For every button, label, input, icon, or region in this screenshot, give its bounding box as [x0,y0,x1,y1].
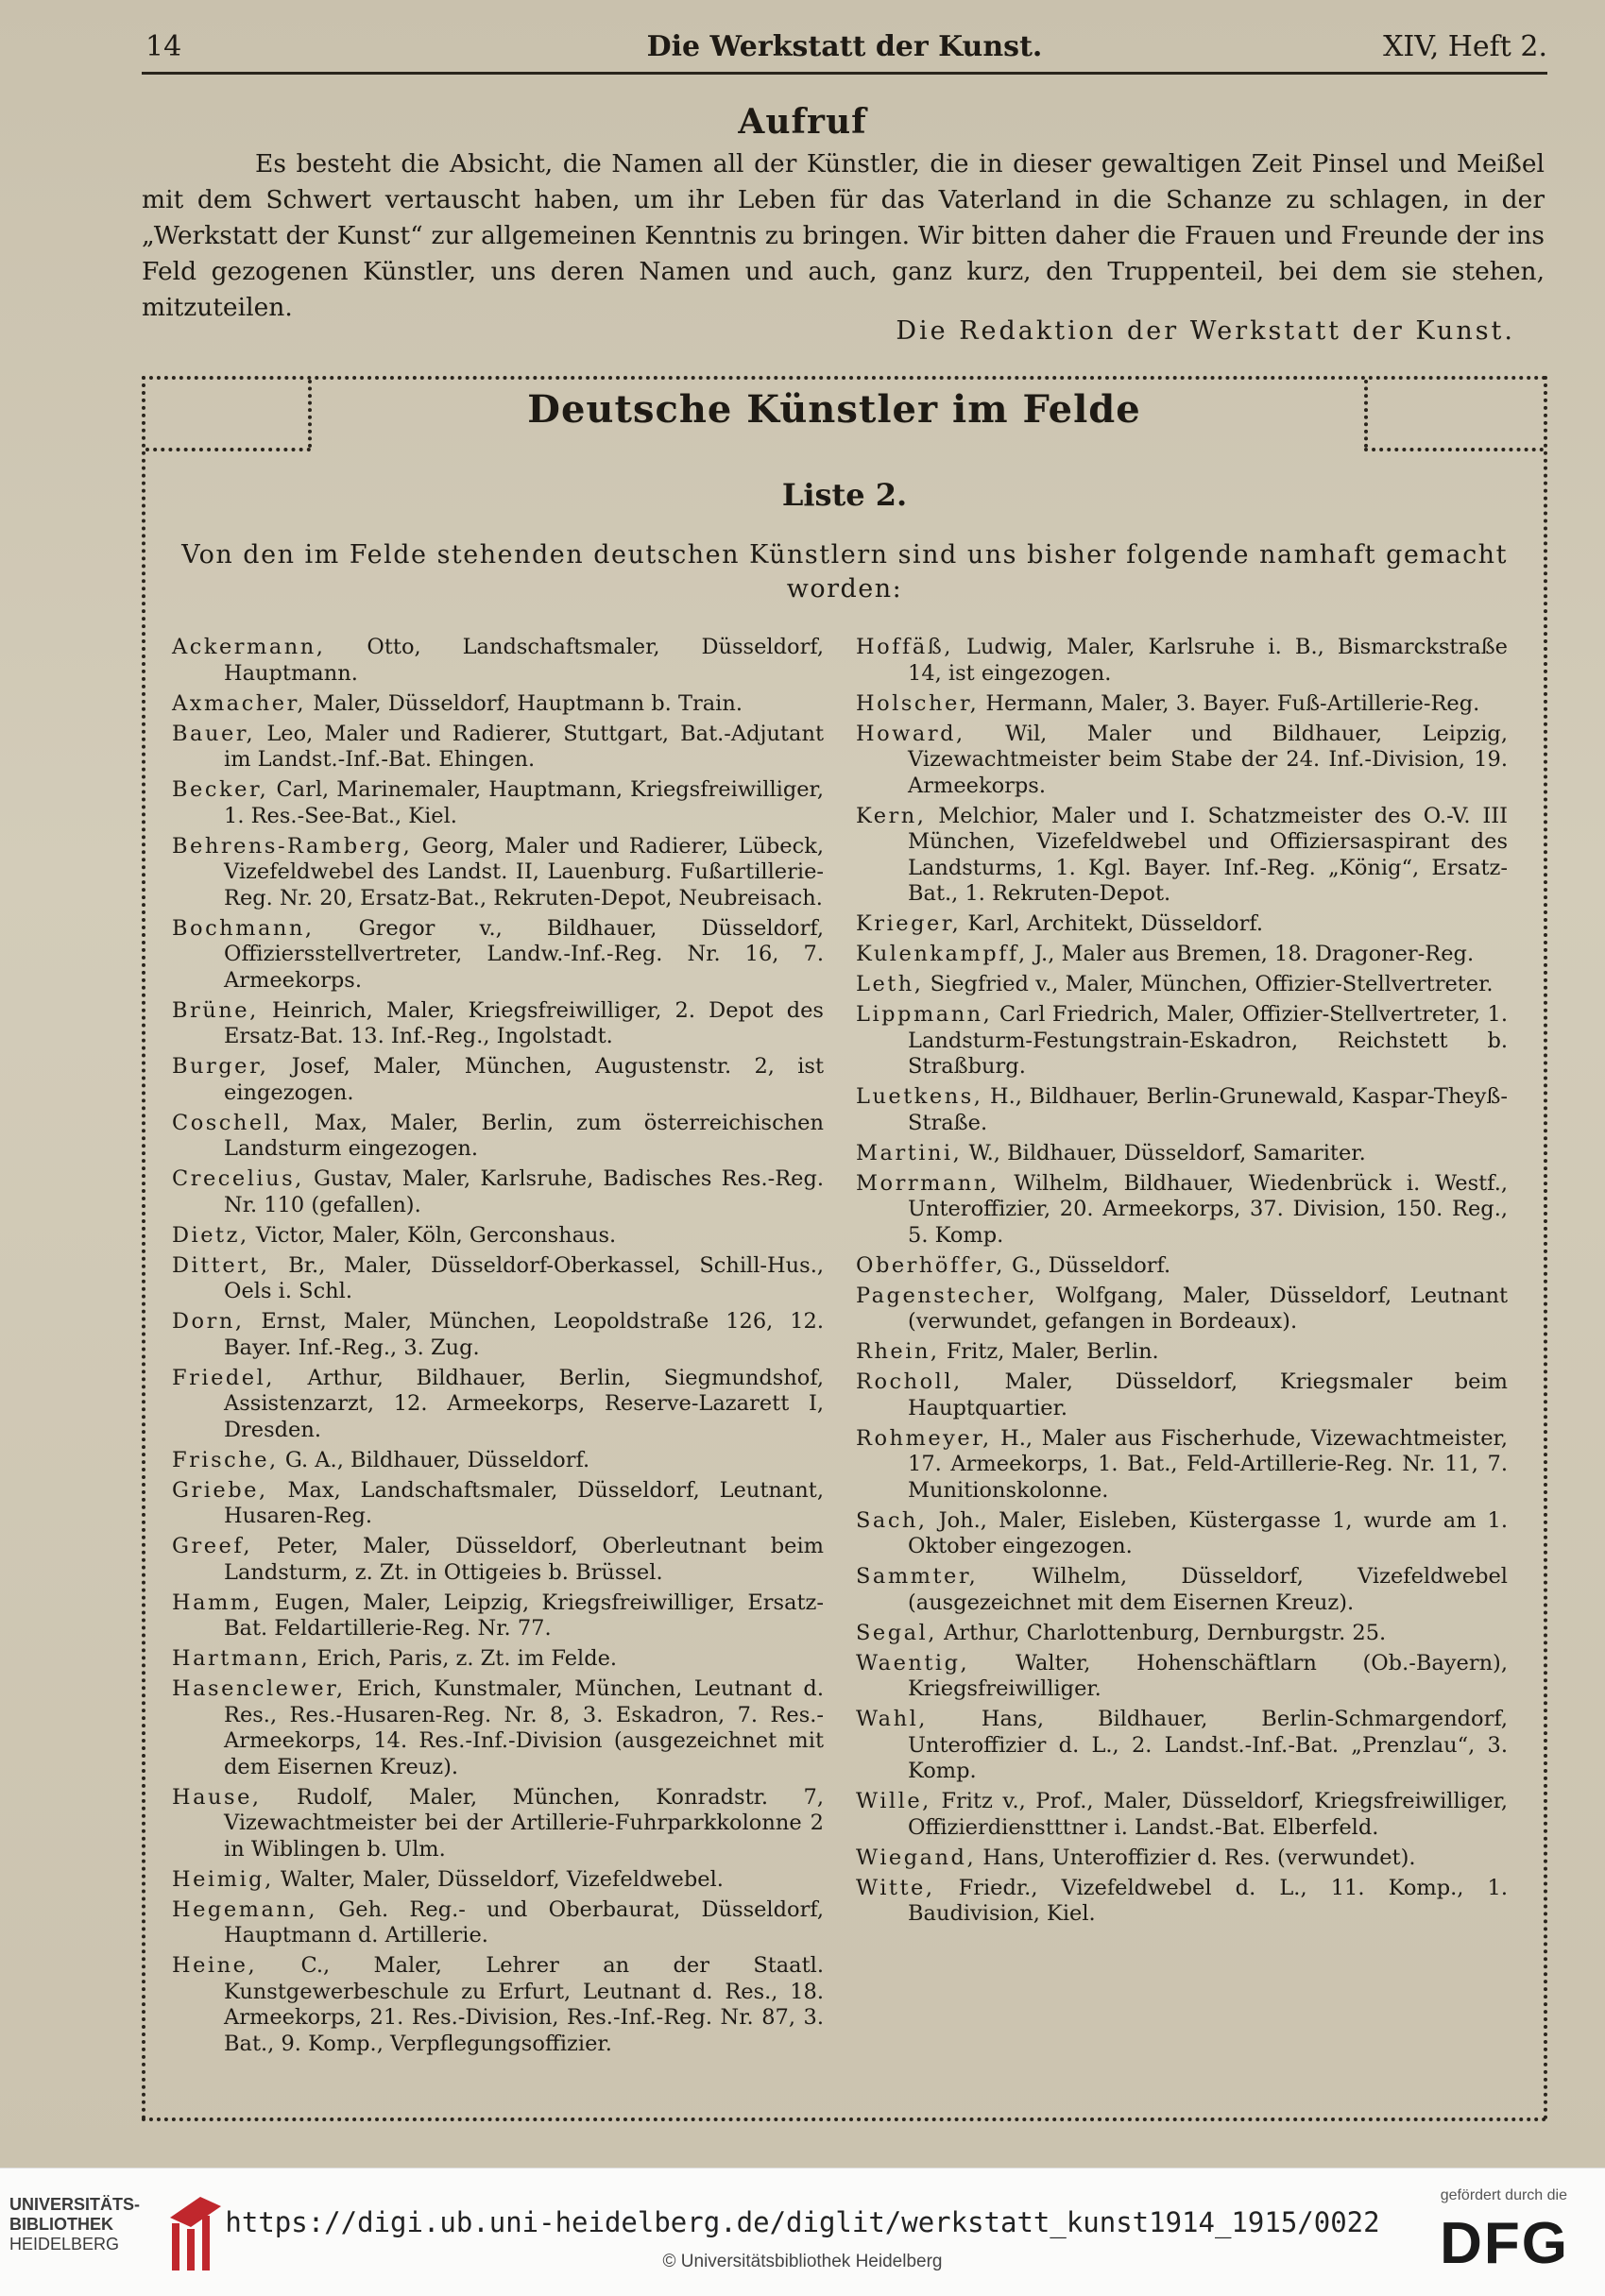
copyright-notice: © Universitätsbibliothek Heidelberg [662,2252,943,2271]
list-entry [856,1789,1508,1841]
list-entry [856,804,1508,908]
artist-name: Rohmeyer, [856,1425,992,1451]
artist-details: Eugen, Maler, Leipzig, Kriegsfreiwilliger, Ersatz-Bat. Feldartillerie-Reg. Nr. 77. [224,1590,824,1641]
list-entry [172,834,824,912]
artist-name: Oberhöffer, [856,1252,1005,1278]
artist-name: Griebe, [172,1477,268,1503]
artist-name: Dietz, [172,1222,249,1248]
list-entry [856,1141,1508,1167]
list-entry [172,1897,824,1949]
artist-name: Rhein, [856,1339,940,1364]
list-entry [856,1508,1508,1560]
list-entry [172,998,824,1050]
artist-name: Dittert, [172,1252,270,1278]
artist-details: Joh., Maler, Eisleben, Küstergasse 1, wurde am 1. Oktober eingezogen. [908,1507,1509,1558]
list-entry [856,635,1508,687]
artist-name: Wiegand, [856,1845,977,1870]
artist-details: Hans, Bildhauer, Berlin-Schmargendorf, Unteroffizier d. L., 2. Landst.-Inf.-Bat. „Prenzlau“, 3. Komp. [908,1707,1508,1783]
list-entry [172,1366,824,1444]
artist-details: Siegfried v., Maler, München, Offizier-Stellvertreter. [930,972,1494,996]
list-entry [856,1876,1508,1928]
artist-name: Krieger, [856,911,962,936]
artist-details: G., Düsseldorf. [1012,1252,1171,1278]
artist-details: Erich, Kunstmaler, München, Leutnant d. Res., Res.-Husaren-Reg. Nr. 8, 3. Eskadron, 7. Res.-Armeekorps, 14. Res.-Inf.-Division (ausgezeichnet mit dem Eisernen Kreuz). [224,1676,824,1779]
artist-details: C., Maler, Lehrer an der Staatl. Kunstgewerbeschule zu Erfurt, Leutnant d. Res., 18. Armeekorps, 21. Res.-Division, Res.-Inf.-Reg. Nr. 87, 3. Bat., 9. Komp., Verpflegungsoffizier. [224,1953,824,2056]
list-title: Liste 2. [781,477,908,513]
artist-details: J., Maler aus Bremen, 18. Dragoner-Reg. [1033,942,1475,966]
list-entry [856,1339,1508,1366]
artists-list-box [142,376,1547,2121]
aufruf-signature: Die Redaktion der Werkstatt der Kunst. [896,316,1515,346]
artist-details: H., Maler aus Fischerhude, Vizewachtmeister, 17. Armeekorps, 1. Bat., Feld-Artillerie-Reg. Nr. 11, 7. Munitionskolonne. [908,1425,1508,1503]
artist-details: Max, Landschaftsmaler, Düsseldorf, Leutnant, Husaren-Reg. [224,1477,824,1528]
artist-details: Hans, Unteroffizier d. Res. (verwundet). [982,1845,1416,1870]
list-entry [856,1845,1508,1872]
list-entry [172,1867,824,1894]
artist-name: Hegemann, [172,1896,318,1922]
artist-name: Crecelius, [172,1166,304,1191]
list-entry [172,1590,824,1642]
list-entry [856,1002,1508,1080]
artist-details: Leo, Maler und Radierer, Stuttgart, Bat.-Adjutant im Landst.-Inf.-Bat. Ehingen. [224,721,825,772]
viewer-footer [0,2168,1605,2296]
list-entry [172,1253,824,1305]
list-entry [172,722,824,774]
running-header [142,30,1547,77]
artist-name: Hasenclewer, [172,1676,346,1701]
header-rule [142,72,1547,75]
artist-name: Ackermann, [172,635,326,659]
artist-details: H., Bildhauer, Berlin-Grunewald, Kaspar-Theyß-Straße. [908,1084,1508,1135]
artist-details: Walter, Maler, Düsseldorf, Vizefeldwebel. [280,1866,724,1892]
artist-details: G. A., Bildhauer, Düsseldorf. [284,1447,590,1472]
list-entry [172,777,824,829]
list-entry [172,1534,824,1586]
artist-details: Josef, Maler, München, Augustenstr. 2, ist eingezogen. [224,1054,824,1105]
list-entry [856,1564,1508,1616]
title-frame-left [145,380,311,451]
list-entry [172,1309,824,1361]
dfg-logo[interactable]: DFG [1440,2211,1569,2276]
artist-name: Holscher, [856,690,980,716]
entries-column-left [172,635,824,2062]
aufruf-body: Es besteht die Absicht, die Namen all der Künstler, die in dieser gewaltigen Zeit Pinsel und Meißel mit dem Schwert vertauscht haben, um ihr Leben für das Vaterland in die Schanze zu schlagen, in der „Werkstatt der Kunst“ zur allgemeinen Kenntnis zu bringen. Wir bitten daher die Frauen und Freunde der ins Feld gezogenen Künstler, uns deren Namen und auch, ganz kurz, den Truppenteil, bei dem sie stehen, mitzuteilen. [142,149,1545,322]
aufruf-title: Aufruf [738,102,867,142]
artist-name: Greef, [172,1534,253,1558]
title-frame-right [1364,380,1544,451]
artist-name: Wahl, [856,1707,928,1731]
artist-name: Bauer, [172,721,256,746]
list-entry [172,1478,824,1530]
library-name-line2: BIBLIOTHEK [9,2215,113,2234]
list-entry [172,1785,824,1863]
section-title: Deutsche Künstler im Felde [527,387,1141,432]
artist-name: Hause, [172,1784,262,1810]
artist-name: Rocholl, [856,1369,963,1394]
artist-name: Becker, [172,777,269,802]
artist-name: Heimig, [172,1866,274,1892]
artist-name: Leth, [856,972,924,996]
artist-name: Sach, [856,1507,928,1533]
artist-details: Carl, Marinemaler, Hauptmann, Kriegsfreiwilliger, 1. Res.-See-Bat., Kiel. [224,777,824,828]
list-entry [172,916,824,995]
artist-name: Waentig, [856,1650,970,1675]
list-entry [856,691,1508,718]
list-entry [172,635,824,687]
list-entry [856,942,1508,968]
artist-name: Morrmann, [856,1170,999,1196]
artist-name: Segal, [856,1620,937,1645]
artist-name: Lippmann, [856,1002,993,1027]
artist-name: Heine, [172,1953,258,1978]
artist-name: Behrens-Ramberg, [172,833,413,859]
list-entry [856,1621,1508,1647]
artist-name: Friedel, [172,1365,275,1390]
list-entry [172,691,824,718]
list-entry [172,1166,824,1218]
artist-details: Ludwig, Maler, Karlsruhe i. B., Bismarckstraße 14, ist eingezogen. [908,635,1508,686]
artist-name: Sammter, [856,1564,979,1589]
artist-details: Wil, Maler und Bildhauer, Leipzig, Vizewachtmeister beim Stabe der 24. Inf.-Division, 19. Armeekorps. [908,721,1508,798]
artist-details: Wilhelm, Düsseldorf, Vizefeldwebel (ausgezeichnet mit dem Eisernen Kreuz). [908,1564,1509,1615]
list-entry [856,722,1508,800]
artist-details: Ernst, Maler, München, Leopoldstraße 126, 12. Bayer. Inf.-Reg., 3. Zug. [224,1309,824,1360]
artist-details: Otto, Landschaftsmaler, Düsseldorf, Hauptmann. [224,635,825,686]
artist-name: Bochmann, [172,915,315,941]
artist-details: Wolfgang, Maler, Düsseldorf, Leutnant (verwundet, gefangen in Bordeaux). [908,1283,1508,1334]
artist-details: Hermann, Maler, 3. Bayer. Fuß-Artillerie-Reg. [985,690,1480,716]
artist-name: Burger, [172,1054,269,1079]
artist-details: Maler, Düsseldorf, Kriegsmaler beim Hauptquartier. [908,1369,1508,1420]
list-entry [856,972,1508,998]
artist-details: Peter, Maler, Düsseldorf, Oberleutnant beim Landsturm, z. Zt. in Ottigeies b. Brüssel. [224,1534,824,1585]
artist-name: Pagenstecher, [856,1283,1037,1308]
artist-name: Kern, [856,803,927,828]
list-entry [172,1448,824,1474]
artist-name: Hamm, [172,1590,263,1615]
list-entry [856,1651,1508,1703]
list-entry [172,1953,824,2057]
list-entry [172,1111,824,1163]
list-entry [856,1084,1508,1136]
list-entry [856,911,1508,938]
list-entry [856,1707,1508,1785]
artist-details: W., Bildhauer, Düsseldorf, Samariter. [968,1140,1366,1165]
list-entry [172,1676,824,1780]
artist-details: Rudolf, Maler, München, Konradstr. 7, Vizewachtmeister bei der Artillerie-Fuhrparkkolonne 2 in Wiblingen b. Ulm. [224,1784,824,1862]
artist-details: Melchior, Maler und I. Schatzmeister des O.-V. III München, Vizefeldwebel und Offiziersaspirant des Landsturms, 1. Kgl. Bayer. Inf.-Reg. „König“, Ersatz-Bat., 1. Rekruten-Depot. [908,803,1509,906]
artist-details: Gustav, Maler, Karlsruhe, Badisches Res.-Reg. Nr. 110 (gefallen). [224,1166,825,1217]
artist-name: Dorn, [172,1309,245,1334]
artist-name: Axmacher, [172,690,307,716]
artist-details: Maler, Düsseldorf, Hauptmann b. Train. [313,690,743,716]
artist-details: Fritz v., Prof., Maler, Düsseldorf, Kriegsfreiwilliger, Offizierdienstttner i. Landst.-Bat. Elberfeld. [908,1789,1509,1840]
artist-details: Fritz, Maler, Berlin. [946,1339,1159,1364]
artist-details: Georg, Maler und Radierer, Lübeck, Vizefeldwebel des Landst. II, Lauenburg. Fußartillerie-Reg. Nr. 20, Ersatz-Bat., Rekruten-Depot, Neubreisach. [224,833,824,910]
list-entry [172,1646,824,1673]
library-name-line1: UNIVERSITÄTS- [9,2195,141,2214]
list-entry [856,1253,1508,1280]
artist-details: Carl Friedrich, Maler, Offizier-Stellvertreter, 1. Landsturm-Festungstrain-Eskadron, Reichstett b. Straßburg. [908,1002,1508,1079]
permalink-url[interactable]: https://digi.ub.uni-heidelberg.de/diglit/werkstatt_kunst1914_1915/0022 [225,2206,1380,2238]
artist-name: Wille, [856,1789,931,1813]
artist-details: Erich, Paris, z. Zt. im Felde. [316,1646,618,1671]
list-entry [172,1223,824,1250]
artist-details: Friedr., Vizefeldwebel d. L., 11. Komp., 1. Baudivision, Kiel. [908,1875,1508,1926]
list-entry [856,1284,1508,1335]
artist-details: Wilhelm, Bildhauer, Wiedenbrück i. Westf., Unteroffizier, 20. Armeekorps, 37. Division, 150. Reg., 5. Komp. [908,1170,1508,1248]
list-intro: Von den im Felde stehenden deutschen Künstlern sind uns bisher folgende namhaft gemacht worden: [181,540,1508,604]
funding-note: gefördert durch die [1440,2187,1567,2203]
artist-details: Arthur, Charlottenburg, Dernburgstr. 25. [944,1620,1387,1645]
artist-name: Coschell, [172,1110,292,1135]
artist-name: Witte, [856,1875,935,1900]
artist-details: Geh. Reg.- und Oberbaurat, Düsseldorf, Hauptmann d. Artillerie. [224,1896,825,1947]
entries-column-right [856,635,1508,1931]
list-entry [856,1426,1508,1505]
library-name-line3: HEIDELBERG [9,2235,120,2253]
page-number: 14 [145,30,182,63]
issue-label: XIV, Heft 2. [1383,30,1547,63]
artist-details: Victor, Maler, Köln, Gerconshaus. [255,1222,617,1248]
artist-name: Kulenkampff, [856,942,1028,966]
artist-name: Hoffäß, [856,635,953,659]
artist-name: Martini, [856,1140,963,1165]
artist-details: Br., Maler, Düsseldorf-Oberkassel, Schill-Hus., Oels i. Schl. [224,1252,824,1303]
artist-name: Frische, [172,1447,279,1472]
artist-details: Gregor v., Bildhauer, Düsseldorf, Offiziersstellvertreter, Landw.-Inf.-Reg. Nr. 16, 7. Armeekorps. [224,915,825,993]
artist-details: Max, Maler, Berlin, zum österreichischen Landsturm eingezogen. [224,1110,824,1161]
list-entry [856,1171,1508,1250]
artist-details: Heinrich, Maler, Kriegsfreiwilliger, 2. Depot des Ersatz-Bat. 13. Inf.-Reg., Ingolstadt. [224,997,824,1048]
artist-name: Howard, [856,721,965,746]
list-entry [856,1369,1508,1421]
list-entry [172,1054,824,1106]
artist-name: Luetkens, [856,1084,983,1109]
journal-title: Die Werkstatt der Kunst. [646,30,1043,63]
artist-details: Arthur, Bildhauer, Berlin, Siegmundshof, Assistenzarzt, 12. Armeekorps, Reserve-Lazarett I, Dresden. [224,1365,824,1442]
artist-details: Karl, Architekt, Düsseldorf. [967,911,1264,936]
artist-details: Walter, Hohenschäftlarn (Ob.-Bayern), Kriegsfreiwilliger. [908,1650,1508,1701]
artist-name: Hartmann, [172,1646,311,1671]
artist-name: Brüne, [172,997,259,1023]
